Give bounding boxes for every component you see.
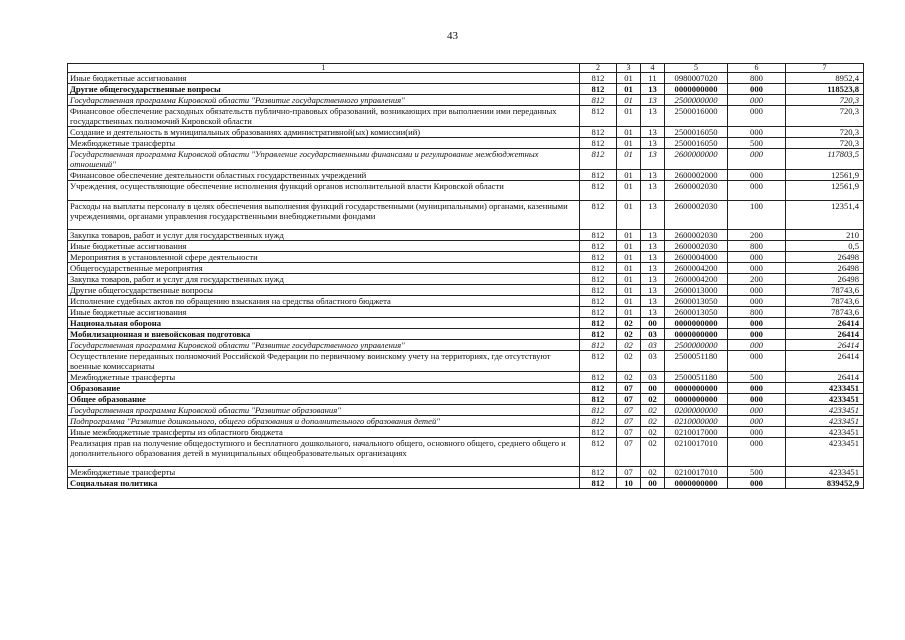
- expense-type-cell: 000: [728, 285, 786, 296]
- subsection-code-cell: 13: [641, 95, 665, 106]
- amount-cell: 12561,9: [786, 181, 864, 201]
- amount-cell: 4233451: [786, 383, 864, 394]
- subsection-code-cell: 13: [641, 307, 665, 318]
- row-name-cell: Другие общегосударственные вопросы: [68, 84, 580, 95]
- expense-type-cell: 500: [728, 372, 786, 383]
- target-article-cell: 2600000000: [665, 149, 728, 170]
- subsection-code-cell: 13: [641, 230, 665, 241]
- subsection-code-cell: 03: [641, 351, 665, 372]
- subsection-code-cell: 13: [641, 252, 665, 263]
- chapter-code-cell: 01: [617, 138, 641, 149]
- amount-cell: 12561,9: [786, 170, 864, 181]
- subsection-code-cell: 13: [641, 274, 665, 285]
- target-article-cell: 0210017010: [665, 438, 728, 467]
- section-code-cell: 812: [580, 383, 617, 394]
- section-code-cell: 812: [580, 84, 617, 95]
- amount-cell: 26414: [786, 340, 864, 351]
- table-row: [68, 372, 864, 383]
- target-article-cell: 2600013000: [665, 285, 728, 296]
- chapter-code-cell: 07: [617, 405, 641, 416]
- table-row: [68, 84, 864, 95]
- subsection-code-cell: 02: [641, 416, 665, 427]
- table-row: [68, 438, 864, 467]
- expense-type-cell: 000: [728, 106, 786, 127]
- amount-cell: 4233451: [786, 394, 864, 405]
- expense-type-cell: 000: [728, 252, 786, 263]
- chapter-code-cell: 01: [617, 181, 641, 201]
- amount-cell: 26498: [786, 263, 864, 274]
- table-row: [68, 149, 864, 170]
- section-code-cell: 812: [580, 170, 617, 181]
- section-code-cell: 812: [580, 127, 617, 138]
- target-article-cell: 2600004200: [665, 263, 728, 274]
- chapter-code-cell: 01: [617, 73, 641, 84]
- table-row: [68, 106, 864, 127]
- amount-cell: 78743,6: [786, 307, 864, 318]
- chapter-code-cell: 01: [617, 149, 641, 170]
- target-article-cell: 2500016050: [665, 138, 728, 149]
- subsection-code-cell: 13: [641, 149, 665, 170]
- chapter-code-cell: 01: [617, 307, 641, 318]
- row-name-cell: Общегосударственные мероприятия: [68, 263, 580, 274]
- target-article-cell: 0000000000: [665, 394, 728, 405]
- row-name-cell: Осуществление переданных полномочий Российской Федерации по первичному воинскому учету на территориях, где отсутствуют военные комиссариаты: [68, 351, 580, 372]
- target-article-cell: 2600013050: [665, 307, 728, 318]
- row-name-cell: Межбюджетные трансферты: [68, 138, 580, 149]
- table-row: [68, 296, 864, 307]
- target-article-cell: 0210000000: [665, 416, 728, 427]
- section-code-cell: 812: [580, 438, 617, 467]
- section-code-cell: 812: [580, 351, 617, 372]
- expense-type-cell: 000: [728, 394, 786, 405]
- section-code-cell: 812: [580, 95, 617, 106]
- row-name-cell: Другие общегосударственные вопросы: [68, 285, 580, 296]
- amount-cell: 78743,6: [786, 285, 864, 296]
- section-code-cell: 812: [580, 296, 617, 307]
- row-name-cell: Закупка товаров, работ и услуг для государственных нужд: [68, 230, 580, 241]
- row-name-cell: Иные бюджетные ассигнования: [68, 73, 580, 84]
- row-name-cell: Подпрограмма "Развитие дошкольного, общего образования и дополнительного образования детей": [68, 416, 580, 427]
- amount-cell: 210: [786, 230, 864, 241]
- amount-cell: 26498: [786, 274, 864, 285]
- expense-type-cell: 000: [728, 383, 786, 394]
- table-row: [68, 201, 864, 230]
- table-row: [68, 467, 864, 478]
- subsection-code-cell: 02: [641, 427, 665, 438]
- expense-type-cell: 000: [728, 296, 786, 307]
- expense-type-cell: 000: [728, 170, 786, 181]
- table-row: [68, 478, 864, 489]
- section-code-cell: 812: [580, 252, 617, 263]
- amount-cell: 26414: [786, 318, 864, 329]
- table-row: [68, 170, 864, 181]
- target-article-cell: 2600002000: [665, 170, 728, 181]
- chapter-code-cell: 07: [617, 416, 641, 427]
- chapter-code-cell: 07: [617, 467, 641, 478]
- subsection-code-cell: 13: [641, 263, 665, 274]
- row-name-cell: Государственная программа Кировской области "Развитие государственного управления": [68, 95, 580, 106]
- chapter-code-cell: 10: [617, 478, 641, 489]
- section-code-cell: 812: [580, 427, 617, 438]
- expense-type-cell: 200: [728, 274, 786, 285]
- row-name-cell: Общее образование: [68, 394, 580, 405]
- target-article-cell: 0000000000: [665, 84, 728, 95]
- row-name-cell: Иные бюджетные ассигнования: [68, 241, 580, 252]
- table-row: [68, 416, 864, 427]
- chapter-code-cell: 01: [617, 241, 641, 252]
- chapter-code-cell: 07: [617, 383, 641, 394]
- row-name-cell: Финансовое обеспечение деятельности областных государственных учреждений: [68, 170, 580, 181]
- table-row: [68, 351, 864, 372]
- column-header: 7: [786, 64, 864, 73]
- target-article-cell: 2600002030: [665, 241, 728, 252]
- target-article-cell: 2500051180: [665, 372, 728, 383]
- expense-type-cell: 000: [728, 351, 786, 372]
- section-code-cell: 812: [580, 307, 617, 318]
- subsection-code-cell: 13: [641, 84, 665, 95]
- target-article-cell: 0210017010: [665, 467, 728, 478]
- row-name-cell: Образование: [68, 383, 580, 394]
- budget-table: [67, 63, 864, 489]
- column-header: 1: [68, 64, 580, 73]
- chapter-code-cell: 01: [617, 84, 641, 95]
- page-number: 43: [447, 30, 458, 42]
- target-article-cell: 2600013050: [665, 296, 728, 307]
- section-code-cell: 812: [580, 138, 617, 149]
- chapter-code-cell: 07: [617, 438, 641, 467]
- section-code-cell: 812: [580, 467, 617, 478]
- expense-type-cell: 000: [728, 127, 786, 138]
- row-name-cell: Иные бюджетные ассигнования: [68, 307, 580, 318]
- table-row: [68, 285, 864, 296]
- row-name-cell: Социальная политика: [68, 478, 580, 489]
- amount-cell: 26498: [786, 252, 864, 263]
- section-code-cell: 812: [580, 106, 617, 127]
- table-row: [68, 383, 864, 394]
- row-name-cell: Иные межбюджетные трансферты из областного бюджета: [68, 427, 580, 438]
- table-row: [68, 252, 864, 263]
- column-header: 3: [617, 64, 641, 73]
- chapter-code-cell: 01: [617, 274, 641, 285]
- expense-type-cell: 000: [728, 427, 786, 438]
- subsection-code-cell: 13: [641, 181, 665, 201]
- table-row: [68, 329, 864, 340]
- column-header: 5: [665, 64, 728, 73]
- subsection-code-cell: 13: [641, 241, 665, 252]
- amount-cell: 720,3: [786, 127, 864, 138]
- table-row: [68, 263, 864, 274]
- expense-type-cell: 000: [728, 318, 786, 329]
- target-article-cell: 2600002030: [665, 230, 728, 241]
- section-code-cell: 812: [580, 329, 617, 340]
- section-code-cell: 812: [580, 372, 617, 383]
- table-row: [68, 274, 864, 285]
- row-name-cell: Мероприятия в установленной сфере деятельности: [68, 252, 580, 263]
- expense-type-cell: 000: [728, 405, 786, 416]
- subsection-code-cell: 00: [641, 383, 665, 394]
- row-name-cell: Мобилизационная и вневойсковая подготовка: [68, 329, 580, 340]
- section-code-cell: 812: [580, 416, 617, 427]
- chapter-code-cell: 07: [617, 394, 641, 405]
- amount-cell: 839452,9: [786, 478, 864, 489]
- section-code-cell: 812: [580, 285, 617, 296]
- target-article-cell: 2600004200: [665, 274, 728, 285]
- expense-type-cell: 800: [728, 241, 786, 252]
- subsection-code-cell: 11: [641, 73, 665, 84]
- section-code-cell: 812: [580, 340, 617, 351]
- subsection-code-cell: 03: [641, 340, 665, 351]
- section-code-cell: 812: [580, 73, 617, 84]
- section-code-cell: 812: [580, 241, 617, 252]
- chapter-code-cell: 01: [617, 170, 641, 181]
- expense-type-cell: 800: [728, 73, 786, 84]
- target-article-cell: 2600002030: [665, 181, 728, 201]
- row-name-cell: Национальная оборона: [68, 318, 580, 329]
- row-name-cell: Расходы на выплаты персоналу в целях обеспечения выполнения функций государственными (муниципальными) органами, казенными учреждениями, органами управления государственными внебюджетными фондами: [68, 201, 580, 230]
- amount-cell: 4233451: [786, 438, 864, 467]
- chapter-code-cell: 02: [617, 372, 641, 383]
- expense-type-cell: 100: [728, 201, 786, 230]
- table-row: [68, 230, 864, 241]
- table-row: [68, 127, 864, 138]
- expense-type-cell: 000: [728, 416, 786, 427]
- target-article-cell: 2500000000: [665, 340, 728, 351]
- target-article-cell: 2500000000: [665, 95, 728, 106]
- subsection-code-cell: 02: [641, 438, 665, 467]
- expense-type-cell: 500: [728, 467, 786, 478]
- amount-cell: 8952,4: [786, 73, 864, 84]
- subsection-code-cell: 03: [641, 329, 665, 340]
- chapter-code-cell: 01: [617, 263, 641, 274]
- chapter-code-cell: 01: [617, 296, 641, 307]
- row-name-cell: Государственная программа Кировской области "Развитие образования": [68, 405, 580, 416]
- table-row: [68, 138, 864, 149]
- chapter-code-cell: 01: [617, 252, 641, 263]
- row-name-cell: Финансовое обеспечение расходных обязательств публично-правовых образований, возникающих при выполнении ими переданных государственных полномочий Кировской области: [68, 106, 580, 127]
- expense-type-cell: 000: [728, 95, 786, 106]
- row-name-cell: Межбюджетные трансферты: [68, 467, 580, 478]
- target-article-cell: 2600002030: [665, 201, 728, 230]
- chapter-code-cell: 01: [617, 230, 641, 241]
- table-row: [68, 307, 864, 318]
- target-article-cell: 0210017000: [665, 427, 728, 438]
- expense-type-cell: 000: [728, 181, 786, 201]
- table-row: [68, 405, 864, 416]
- amount-cell: 78743,6: [786, 296, 864, 307]
- subsection-code-cell: 03: [641, 372, 665, 383]
- section-code-cell: 812: [580, 230, 617, 241]
- expense-type-cell: 000: [728, 340, 786, 351]
- table-row: [68, 340, 864, 351]
- target-article-cell: 2500016000: [665, 106, 728, 127]
- table-header-row: [68, 64, 864, 73]
- section-code-cell: 812: [580, 405, 617, 416]
- chapter-code-cell: 01: [617, 106, 641, 127]
- expense-type-cell: 800: [728, 307, 786, 318]
- chapter-code-cell: 01: [617, 285, 641, 296]
- section-code-cell: 812: [580, 478, 617, 489]
- amount-cell: 0,5: [786, 241, 864, 252]
- subsection-code-cell: 00: [641, 318, 665, 329]
- table-row: [68, 95, 864, 106]
- section-code-cell: 812: [580, 274, 617, 285]
- target-article-cell: 0000000000: [665, 318, 728, 329]
- table-row: [68, 394, 864, 405]
- expense-type-cell: 000: [728, 329, 786, 340]
- subsection-code-cell: 02: [641, 405, 665, 416]
- target-article-cell: 0000000000: [665, 329, 728, 340]
- subsection-code-cell: 13: [641, 296, 665, 307]
- amount-cell: 720,3: [786, 106, 864, 127]
- subsection-code-cell: 13: [641, 138, 665, 149]
- section-code-cell: 812: [580, 201, 617, 230]
- row-name-cell: Государственная программа Кировской области "Управление государственными финансами и регулирование межбюджетных отношений": [68, 149, 580, 170]
- chapter-code-cell: 02: [617, 329, 641, 340]
- amount-cell: 26414: [786, 372, 864, 383]
- expense-type-cell: 200: [728, 230, 786, 241]
- amount-cell: 26414: [786, 329, 864, 340]
- expense-type-cell: 000: [728, 478, 786, 489]
- subsection-code-cell: 13: [641, 127, 665, 138]
- table-row: [68, 181, 864, 201]
- expense-type-cell: 000: [728, 84, 786, 95]
- row-name-cell: Создание и деятельность в муниципальных образованиях административной(ых) комиссии(ий): [68, 127, 580, 138]
- target-article-cell: 0000000000: [665, 383, 728, 394]
- target-article-cell: 2500051180: [665, 351, 728, 372]
- chapter-code-cell: 01: [617, 95, 641, 106]
- target-article-cell: 0200000000: [665, 405, 728, 416]
- section-code-cell: 812: [580, 318, 617, 329]
- amount-cell: 118523,8: [786, 84, 864, 95]
- table-row: [68, 427, 864, 438]
- column-header: 4: [641, 64, 665, 73]
- subsection-code-cell: 13: [641, 106, 665, 127]
- section-code-cell: 812: [580, 181, 617, 201]
- chapter-code-cell: 02: [617, 340, 641, 351]
- subsection-code-cell: 13: [641, 201, 665, 230]
- amount-cell: 26414: [786, 351, 864, 372]
- chapter-code-cell: 01: [617, 127, 641, 138]
- amount-cell: 720,3: [786, 95, 864, 106]
- subsection-code-cell: 13: [641, 170, 665, 181]
- row-name-cell: Государственная программа Кировской области "Развитие государственного управления": [68, 340, 580, 351]
- target-article-cell: 2500016050: [665, 127, 728, 138]
- column-header: 2: [580, 64, 617, 73]
- chapter-code-cell: 02: [617, 318, 641, 329]
- chapter-code-cell: 02: [617, 351, 641, 372]
- row-name-cell: Исполнение судебных актов по обращению взыскания на средства областного бюджета: [68, 296, 580, 307]
- section-code-cell: 812: [580, 394, 617, 405]
- section-code-cell: 812: [580, 263, 617, 274]
- target-article-cell: 0000000000: [665, 478, 728, 489]
- table-row: [68, 318, 864, 329]
- amount-cell: 12351,4: [786, 201, 864, 230]
- expense-type-cell: 000: [728, 149, 786, 170]
- target-article-cell: 0980007020: [665, 73, 728, 84]
- expense-type-cell: 500: [728, 138, 786, 149]
- subsection-code-cell: 02: [641, 467, 665, 478]
- amount-cell: 4233451: [786, 416, 864, 427]
- amount-cell: 4233451: [786, 467, 864, 478]
- row-name-cell: Закупка товаров, работ и услуг для государственных нужд: [68, 274, 580, 285]
- amount-cell: 4233451: [786, 427, 864, 438]
- amount-cell: 117803,5: [786, 149, 864, 170]
- row-name-cell: Реализация прав на получение общедоступного и бесплатного дошкольного, начального общего, основного общего, среднего общего и дополнительного образования детей в муниципальных общеобразовательных организациях: [68, 438, 580, 467]
- chapter-code-cell: 07: [617, 427, 641, 438]
- subsection-code-cell: 02: [641, 394, 665, 405]
- target-article-cell: 2600004000: [665, 252, 728, 263]
- amount-cell: 720,3: [786, 138, 864, 149]
- amount-cell: 4233451: [786, 405, 864, 416]
- subsection-code-cell: 13: [641, 285, 665, 296]
- expense-type-cell: 000: [728, 438, 786, 467]
- section-code-cell: 812: [580, 149, 617, 170]
- expense-type-cell: 000: [728, 263, 786, 274]
- column-header: 6: [728, 64, 786, 73]
- chapter-code-cell: 01: [617, 201, 641, 230]
- table-row: [68, 73, 864, 84]
- row-name-cell: Межбюджетные трансферты: [68, 372, 580, 383]
- row-name-cell: Учреждения, осуществляющие обеспечение исполнения функций органов исполнительной власти Кировской области: [68, 181, 580, 201]
- table-row: [68, 241, 864, 252]
- subsection-code-cell: 00: [641, 478, 665, 489]
